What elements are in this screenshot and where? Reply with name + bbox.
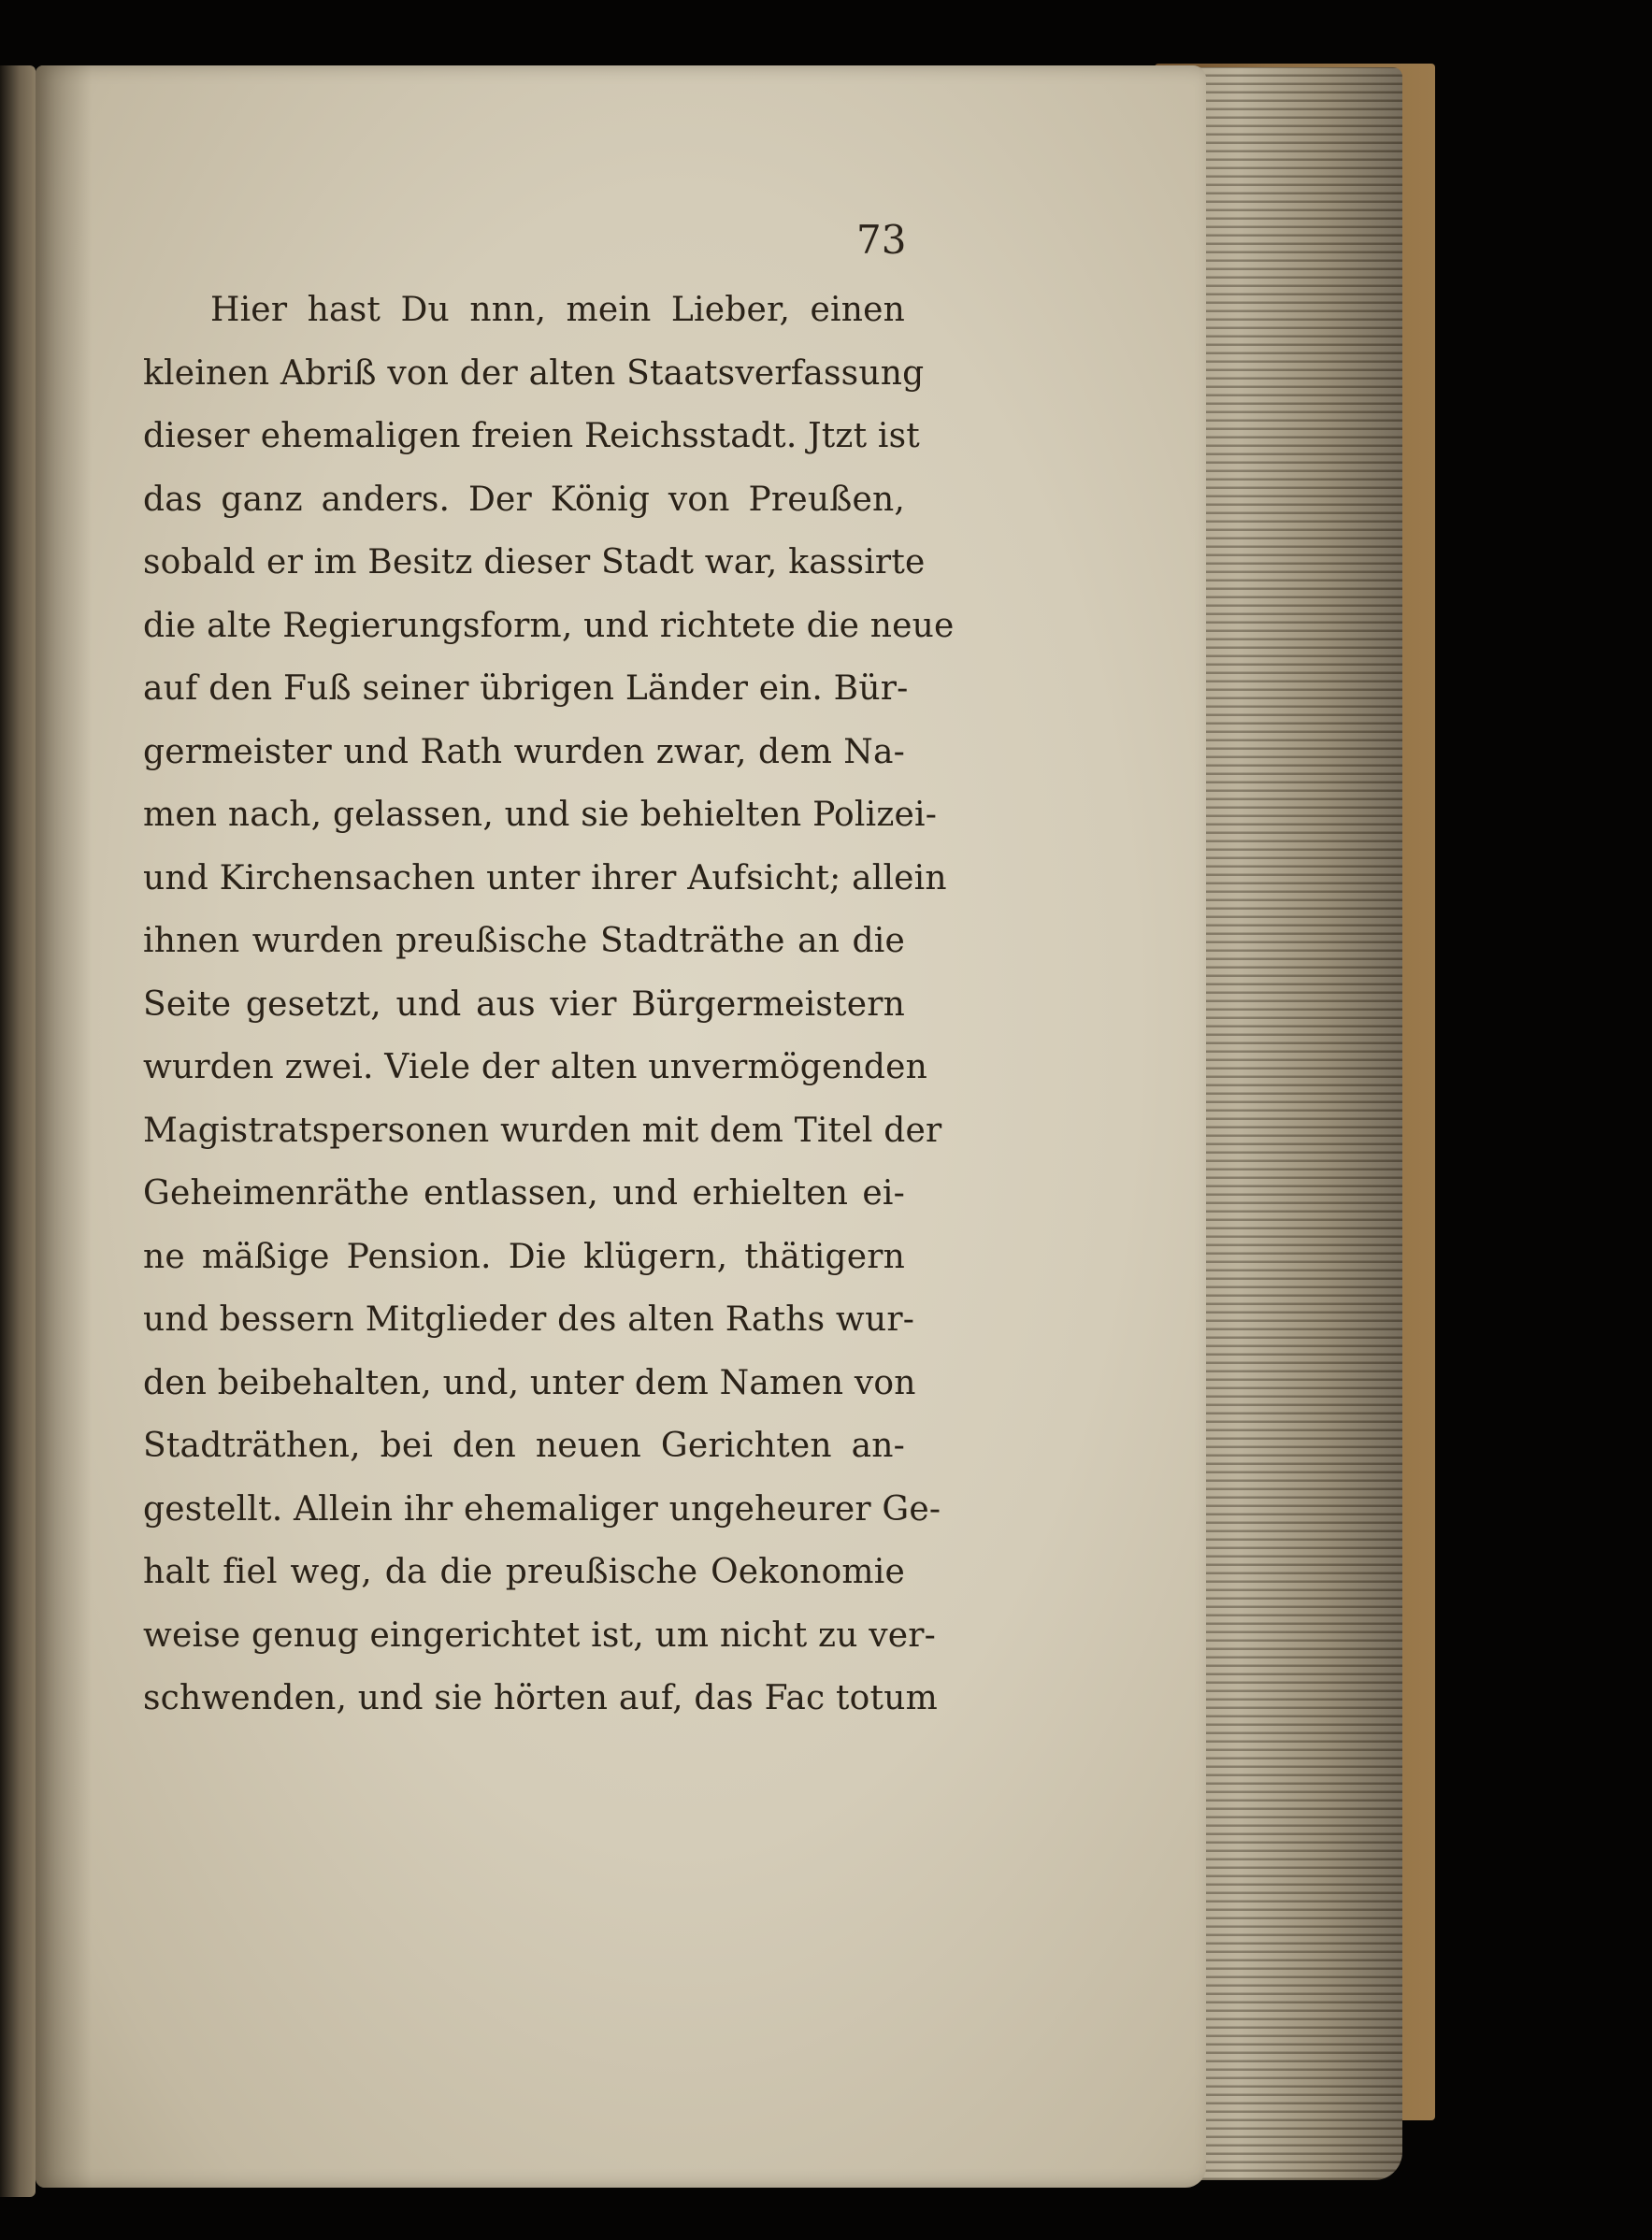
text-line: Geheimenräthe entlassen, und erhielten ei- bbox=[143, 1174, 905, 1213]
text-line: Stadträthen, bei den neuen Gerichten an- bbox=[143, 1427, 905, 1465]
text-line: Magistratspersonen wurden mit dem Titel der bbox=[143, 1111, 942, 1150]
text-line: kleinen Abriß von der alten Staatsverfassung bbox=[143, 353, 925, 393]
text-line: ne mäßige Pension. Die klügern, thätigern bbox=[143, 1237, 905, 1276]
text-line: den beibehalten, und, unter dem Namen von bbox=[143, 1363, 916, 1402]
text-line: die alte Regierungsform, und richtete die neue bbox=[143, 606, 955, 645]
text-line: auf den Fuß seiner übrigen Länder ein. Bür- bbox=[143, 669, 909, 708]
text-line: gestellt. Allein ihr ehemaliger ungeheurer Ge- bbox=[143, 1489, 941, 1529]
text-line: men nach, gelassen, und sie behielten Polizei- bbox=[143, 796, 938, 834]
text-line: Hier hast Du nnn, mein Lieber, einen bbox=[210, 291, 905, 329]
text-line: das ganz anders. Der König von Preußen, bbox=[143, 480, 905, 519]
text-line: dieser ehemaligen freien Reichsstadt. Jtzt ist bbox=[143, 417, 920, 455]
gutter-shadow bbox=[36, 65, 92, 2188]
text-line: weise genug eingerichtet ist, um nicht zu ver- bbox=[143, 1615, 937, 1655]
text-line: wurden zwei. Viele der alten unvermögenden bbox=[143, 1048, 928, 1086]
text-line: schwenden, und sie hörten auf, das Fac totum bbox=[143, 1679, 938, 1717]
page-number: 73 bbox=[856, 217, 907, 263]
text-line: ihnen wurden preußische Stadträthe an die bbox=[143, 922, 905, 960]
text-line: und Kirchensachen unter ihrer Aufsicht; allein bbox=[143, 858, 947, 897]
text-line: sobald er im Besitz dieser Stadt war, kassirte bbox=[143, 543, 926, 582]
body-text bbox=[143, 279, 955, 1730]
text-line: Seite gesetzt, und aus vier Bürgermeistern bbox=[143, 984, 905, 1024]
text-line: germeister und Rath wurden zwar, dem Na- bbox=[143, 732, 905, 771]
left-page-edge bbox=[0, 65, 36, 2197]
text-line: und bessern Mitglieder des alten Raths wur- bbox=[143, 1300, 915, 1339]
text-line: halt fiel weg, da die preußische Oekonomie bbox=[143, 1553, 905, 1591]
